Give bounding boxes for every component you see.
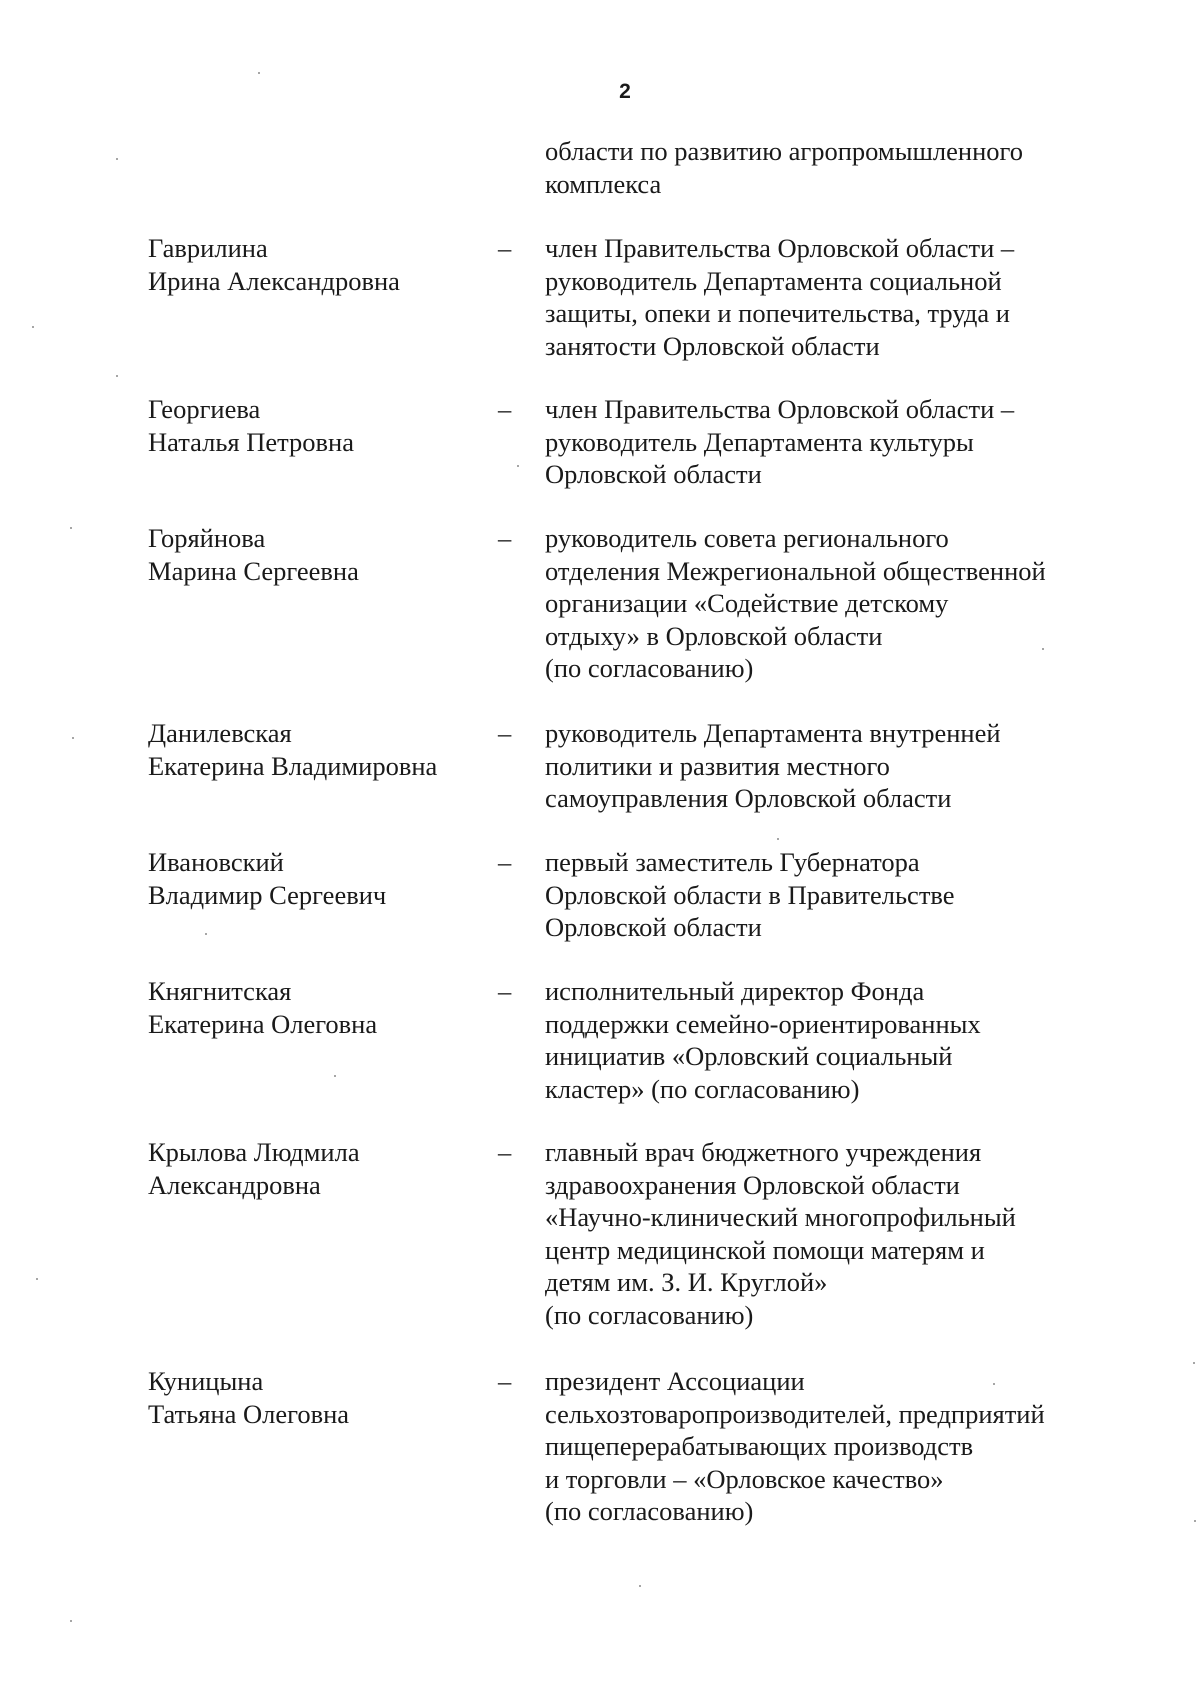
member-name: [148, 846, 386, 911]
role-line: (по согласованию): [545, 1496, 754, 1526]
member-name: [148, 522, 359, 587]
role-line: руководитель Департамента социальной: [545, 265, 1002, 296]
scan-speck: [70, 527, 72, 529]
dash-separator: –: [498, 976, 512, 1006]
name-line: Владимир Сергеевич: [148, 879, 387, 910]
name-line: Крылова Людмила: [148, 1137, 360, 1167]
name-line: Екатерина Олеговна: [148, 1008, 378, 1039]
role-line: комплекса: [545, 168, 662, 199]
scan-speck: [993, 1383, 995, 1385]
member-role: [545, 1136, 1016, 1331]
scan-speck: [334, 1075, 336, 1077]
dash-separator: –: [498, 394, 512, 424]
dash-separator: –: [498, 1366, 512, 1396]
role-line: политики и развития местного: [545, 750, 890, 781]
role-line: сельхозтоваропроизводителей, предприятий: [545, 1398, 1045, 1429]
name-line: Гаврилина: [148, 233, 268, 263]
continued-role-text: [545, 135, 1023, 200]
role-line: (по согласованию): [545, 653, 754, 683]
role-line: Орловской области: [545, 459, 762, 489]
role-line: главный врач бюджетного учреждения: [545, 1137, 982, 1167]
role-line: центр медицинской помощи матерям и: [545, 1234, 985, 1265]
member-role: [545, 393, 1014, 491]
scan-speck: [258, 72, 260, 74]
dash-separator: –: [498, 523, 512, 553]
dash-separator: –: [498, 233, 512, 263]
page-number: 2: [619, 80, 631, 103]
role-line: руководитель Департамента культуры: [545, 426, 974, 457]
name-line: Ивановский: [148, 847, 284, 877]
member-name: [148, 975, 377, 1040]
member-name: [148, 232, 400, 297]
role-line: отдыху» в Орловской области: [545, 620, 883, 651]
dash-separator: –: [498, 718, 512, 748]
scan-speck: [32, 326, 34, 328]
role-line: самоуправления Орловской области: [545, 783, 952, 813]
member-role: [545, 846, 955, 944]
name-line: Княгнитская: [148, 976, 292, 1006]
role-line: член Правительства Орловской области –: [545, 394, 1015, 424]
member-role: [545, 1365, 1045, 1528]
name-line: Георгиева: [148, 394, 261, 424]
member-role: [545, 975, 981, 1105]
name-line: Екатерина Владимировна: [148, 750, 438, 781]
scan-speck: [777, 838, 779, 840]
role-line: отделения Межрегиональной общественной: [545, 555, 1046, 586]
role-line: области по развитию агропромышленного: [545, 136, 1023, 166]
role-line: занятости Орловской области: [545, 330, 880, 361]
member-name: [148, 393, 354, 458]
scan-speck: [1194, 1520, 1196, 1522]
scan-speck: [1042, 648, 1044, 650]
member-role: [545, 522, 1046, 685]
role-line: президент Ассоциации: [545, 1366, 805, 1396]
scan-speck: [70, 1620, 72, 1622]
scan-speck: [116, 158, 118, 160]
scan-speck: [72, 737, 74, 739]
role-line: руководитель совета регионального: [545, 523, 949, 553]
role-line: и торговли – «Орловское качество»: [545, 1463, 944, 1494]
scan-speck: [205, 933, 207, 935]
role-line: (по согласованию): [545, 1299, 754, 1330]
role-line: «Научно-клинический многопрофильный: [545, 1202, 1016, 1232]
role-line: руководитель Департамента внутренней: [545, 718, 1001, 748]
role-line: поддержки семейно-ориентированных: [545, 1008, 981, 1039]
role-line: пищеперерабатывающих производств: [545, 1431, 974, 1461]
name-line: Горяйнова: [148, 523, 266, 553]
member-role: [545, 717, 1001, 815]
scan-speck: [517, 465, 519, 467]
scan-speck: [116, 375, 118, 377]
name-line: Александровна: [148, 1169, 321, 1200]
name-line: Данилевская: [148, 718, 292, 748]
role-line: защиты, опеки и попечительства, труда и: [545, 298, 1010, 328]
name-line: Татьяна Олеговна: [148, 1398, 350, 1429]
role-line: организации «Содействие детскому: [545, 588, 949, 618]
name-line: Наталья Петровна: [148, 426, 354, 457]
role-line: инициатив «Орловский социальный: [545, 1041, 953, 1071]
role-line: первый заместитель Губернатора: [545, 847, 920, 877]
name-line: Ирина Александровна: [148, 265, 400, 296]
member-role: [545, 232, 1014, 362]
role-line: член Правительства Орловской области –: [545, 233, 1015, 263]
dash-separator: –: [498, 1137, 512, 1167]
dash-separator: –: [498, 847, 512, 877]
role-line: Орловской области: [545, 912, 762, 942]
role-line: исполнительный директор Фонда: [545, 976, 925, 1006]
scan-speck: [36, 1278, 38, 1280]
role-line: детям им. З. И. Круглой»: [545, 1267, 828, 1297]
role-line: кластер» (по согласованию): [545, 1073, 860, 1104]
name-line: Марина Сергеевна: [148, 555, 359, 586]
scan-speck: [1193, 1362, 1195, 1364]
member-name: [148, 1365, 349, 1430]
name-line: Куницына: [148, 1366, 264, 1396]
scan-speck: [639, 1585, 641, 1587]
member-name: [148, 1136, 360, 1201]
member-name: [148, 717, 437, 782]
role-line: здравоохранения Орловской области: [545, 1169, 960, 1200]
role-line: Орловской области в Правительстве: [545, 879, 955, 910]
